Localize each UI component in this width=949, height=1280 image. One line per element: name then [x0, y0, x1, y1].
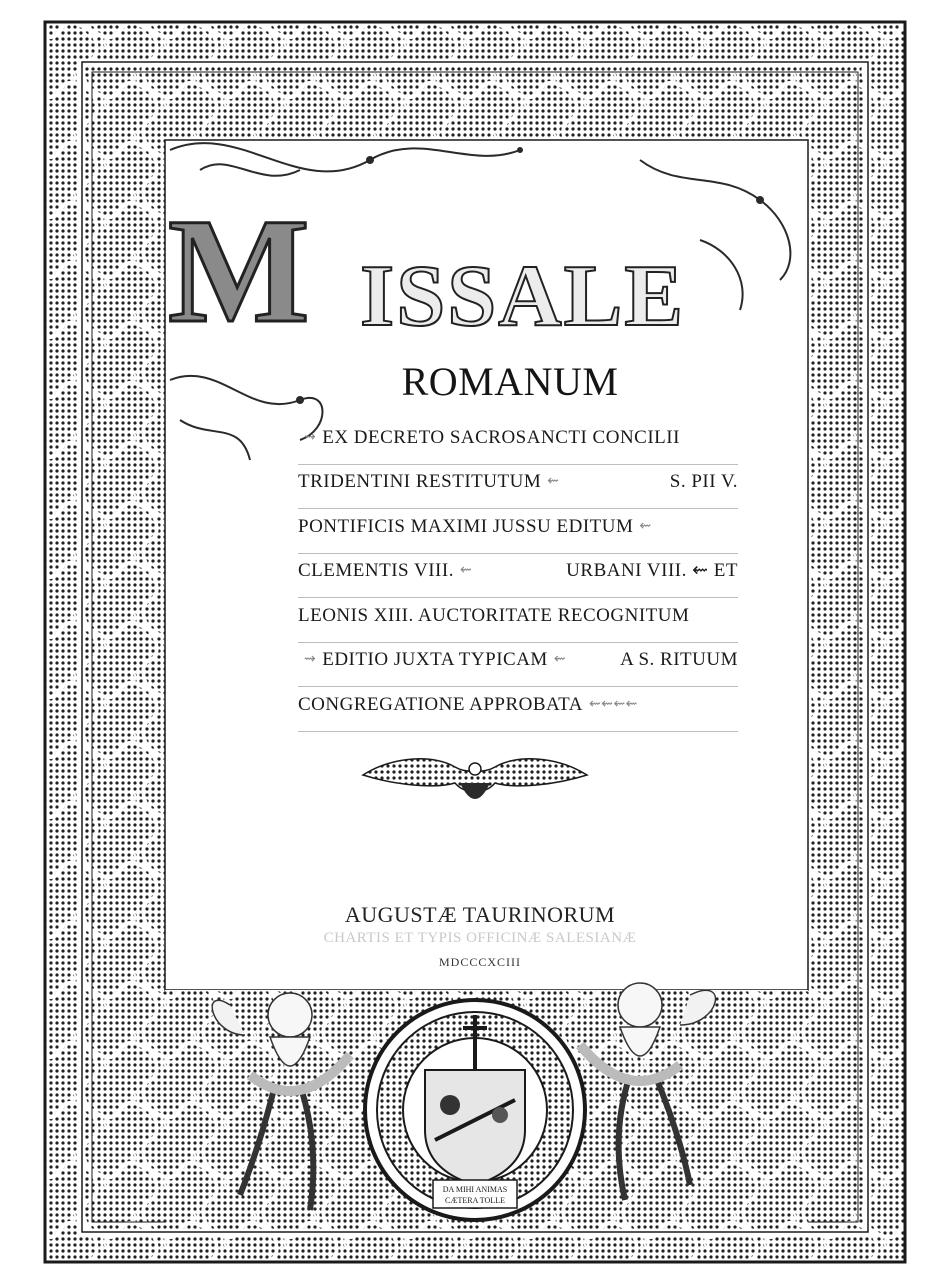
line-text: TRIDENTINI RESTITUTUM [298, 471, 542, 492]
imprint-year: MDCCCXCIII [438, 955, 521, 969]
line-text-right: URBANI VIII. ⇜ ET [566, 560, 738, 581]
line-text: EX DECRETO SACROSANCTI CONCILII [322, 426, 680, 448]
title-subtitle: ROMANUM [401, 359, 619, 404]
text-line-4 [298, 554, 738, 599]
text-line-3 [298, 509, 738, 554]
line-text: PONTIFICIS MAXIMI JUSSU EDITUM [298, 515, 634, 537]
text-line-6 [298, 643, 738, 688]
seal-motto-2: CÆTERA TOLLE [445, 1196, 505, 1205]
salesian-seal [355, 990, 595, 1230]
title-rest: ISSALE [360, 248, 686, 345]
line-text-right: A S. RITUUM [620, 649, 738, 670]
line-text: CONGREGATIONE APPROBATA [298, 693, 583, 715]
title-missale [160, 188, 750, 354]
seal-motto-1: DA MIHI ANIMAS [442, 1185, 508, 1194]
line-text: LEONIS XIII. AUCTORITATE RECOGNITUM [298, 604, 690, 626]
text-line-1 [298, 420, 738, 465]
text-line-7 [298, 687, 738, 732]
line-ornament: ⇜ [553, 652, 567, 667]
cherub-left [200, 975, 360, 1225]
text-line-2 [298, 465, 738, 510]
line-text: EDITIO JUXTA TYPICAM [322, 649, 548, 670]
line-text: CLEMENTIS VIII. [298, 560, 454, 581]
line-ornament: ⇜ [639, 518, 652, 534]
line-text-right: S. PII V. [669, 471, 738, 492]
line-ornament: ⇜ [459, 563, 473, 578]
title-text-block [298, 420, 738, 732]
line-ornament: ⇝ [304, 652, 317, 667]
line-ornament: ⇝ [304, 429, 317, 445]
title-initial: M [168, 188, 310, 354]
line-ornament: ⇜ [547, 474, 560, 489]
text-line-5 [298, 598, 738, 643]
imprint-printer: CHARTIS ET TYPIS OFFICINÆ SALESIANÆ [323, 930, 637, 946]
cherub-right [570, 965, 730, 1215]
imprint-city: AUGUSTÆ TAURINORUM [344, 902, 616, 927]
line-ornament: ⇜⇜⇜⇜ [588, 696, 638, 712]
